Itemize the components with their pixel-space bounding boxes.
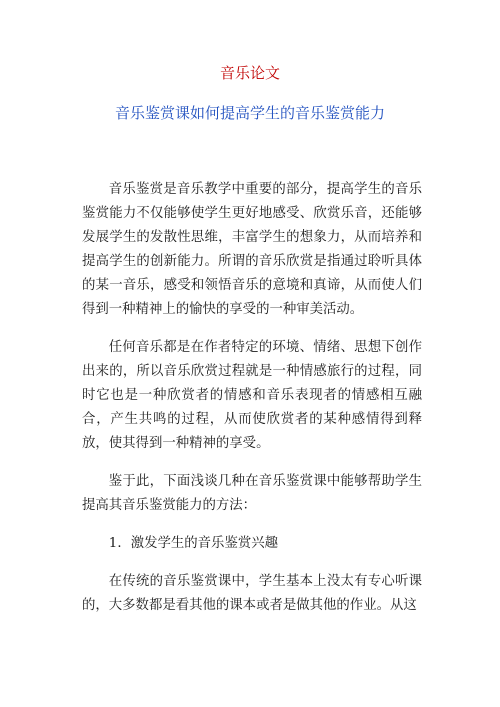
document-subtitle: 音乐鉴赏课如何提高学生的音乐鉴赏能力 [114, 104, 385, 122]
document-body [82, 178, 422, 618]
document-title: 音乐论文 [219, 64, 280, 82]
paragraph-emotion: 任何音乐都是在作者特定的环境、情绪、思想下创作出来的，所以音乐欣赏过程就是一种情感旅行的过程，同时它也是一种欣赏者的情感和音乐表现者的情感相互融合，产生共鸣的过程，从而使欣赏者的某种感情得到释放，使其得到一种精神的享受。 [82, 340, 422, 451]
paragraph-methods-intro: 鉴于此，下面浅谈几种在音乐鉴赏课中能够帮助学生提高其音乐鉴赏能力的方法： [82, 474, 422, 513]
section-heading-1: 1．激发学生的音乐鉴赏兴趣 [108, 536, 279, 551]
paragraph-intro: 音乐鉴赏是音乐教学中重要的部分，提高学生的音乐鉴赏能力不仅能够使学生更好地感受、欣赏乐音，还能够发展学生的发散性思维，丰富学生的想象力，从而培养和提高学生的创新能力。所谓的音乐欣赏是指通过聆听具体的某一音乐，感受和领悟音乐的意境和真谛，从而使人们得到一种精神上的愉快的享受的一种审美活动。 [82, 182, 422, 317]
paragraph-traditional-class: 在传统的音乐鉴赏课中，学生基本上没太有专心听课的，大多数都是看其他的课本或者是做其他的作业。从这 [82, 574, 422, 613]
